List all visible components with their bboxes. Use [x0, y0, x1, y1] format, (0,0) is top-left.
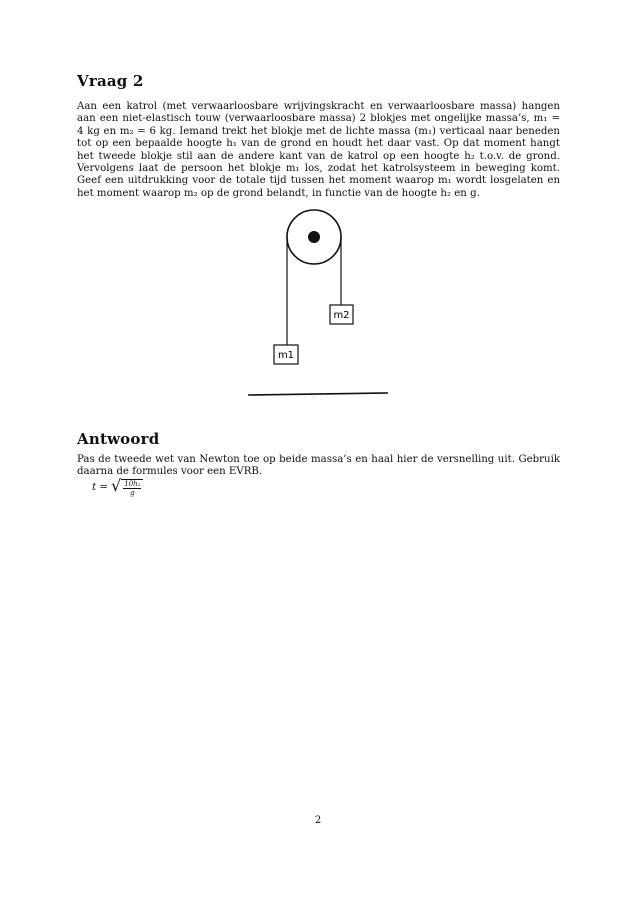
- question-title: Vraag 2: [77, 72, 144, 90]
- fraction-denominator: g: [130, 489, 135, 497]
- pulley-axle: [308, 231, 320, 243]
- answer-title: Antwoord: [77, 430, 160, 448]
- pulley-diagram: [0, 0, 636, 420]
- formula-lhs: t: [92, 481, 97, 493]
- square-root: [111, 477, 143, 497]
- block-m1-label: m1: [277, 350, 295, 361]
- answer-text: Pas de tweede wet van Newton toe op beide massa’s en haal hier de versnelling uit. Gebruik daarna de formules voor een EVRB.: [77, 454, 560, 478]
- formula-equals: =: [99, 481, 109, 493]
- block-m2-label: m2: [333, 310, 350, 321]
- block-m2: [330, 305, 353, 324]
- block-m1: [274, 345, 298, 364]
- fraction: [121, 479, 143, 497]
- ground-line: [248, 393, 388, 395]
- page-number: 2: [314, 815, 322, 826]
- sqrt-sign-icon: √: [111, 476, 122, 495]
- question-text: Aan een katrol (met verwaarloosbare wrijvingskracht en verwaarloosbare massa) hangen aan een niet-elastisch touw (verwaarloosbare massa) 2 blokjes met ongelijke massa’s, m₁ = 4 kg en m₂ = 6 kg. Iemand trekt het blokje met de lichte massa (m₁) verticaal naar beneden tot op een bepaalde hoogte h₁ van de grond en houdt het daar vast. Op dat moment hangt het tweede blokje stil aan de andere kant van de katrol op een hoogte h₂ t.o.v. de grond. Vervolgens laat de persoon het blokje m₁ los, zodat het katrolsysteem in beweging komt. Geef een uitdrukking voor de totale tijd tussen het moment waarop m₁ wordt losgelaten en het moment waarop m₂ op de grond belandt, in functie van de hoogte h₂ en g.: [77, 101, 560, 199]
- fraction-numerator: 10h₂: [124, 480, 141, 488]
- answer-formula: [92, 477, 143, 497]
